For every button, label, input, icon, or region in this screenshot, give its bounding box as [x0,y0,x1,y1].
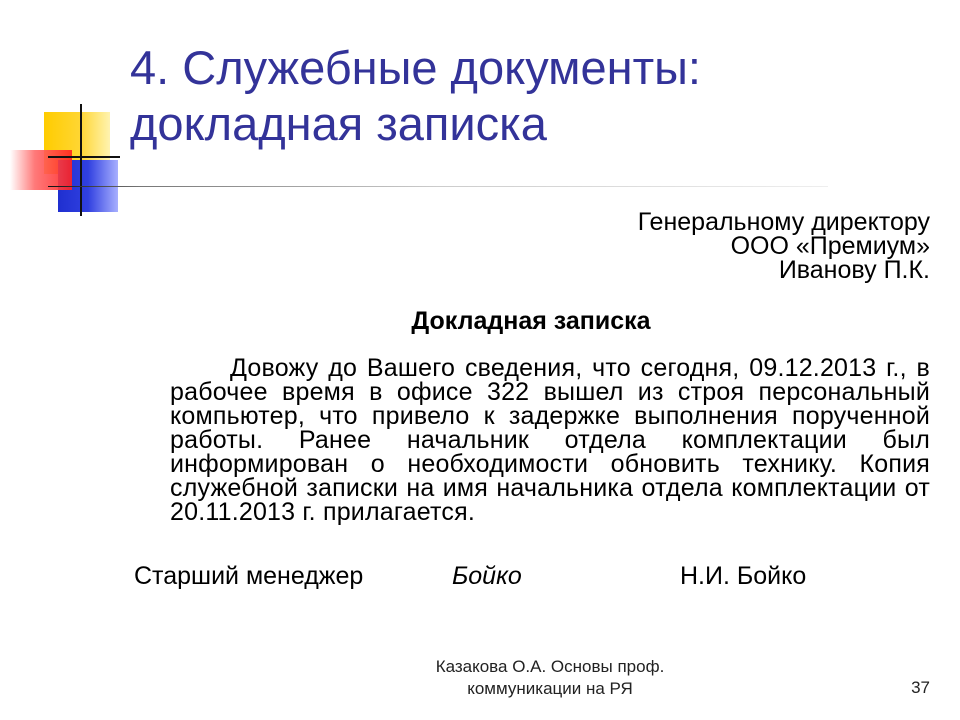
page-number: 37 [911,678,930,697]
decorative-short-line [48,156,120,158]
signature-handwritten: Бойко [452,562,522,590]
slide-title [130,40,930,152]
addressee-line1: Генеральному директору [637,208,930,236]
slide-title-line2: докладная записка [130,97,547,150]
footer-line2: коммуникации на РЯ [467,679,633,698]
signature-name: Н.И. Бойко [680,562,807,590]
addressee-line3: Иванову П.К. [778,256,930,284]
addressee-line2: ООО «Премиум» [730,232,930,260]
addressee-block [638,210,930,282]
title-underline [48,186,828,187]
slide-title-line1: 4. Служебные документы: [130,41,701,94]
document-heading: Докладная записка [411,307,651,335]
decorative-vertical-line [80,104,82,216]
footer-credit [380,656,720,700]
document-body: Довожу до Вашего сведения, что сегодня, 09.12.2013 г., в рабочее время в офисе 322 вышел из строя персональный компьютер, что привело к задержке выполнения порученной работы. Ранее начальник отдела комплектации был информирован о необходимости обновить технику. Копия служебной записки на имя начальника отдела комплектации от 20.11.2013 г. прилагается. [170,354,930,526]
signature-position: Старший менеджер [134,562,364,590]
footer-line1: Казакова О.А. Основы проф. [435,657,665,676]
